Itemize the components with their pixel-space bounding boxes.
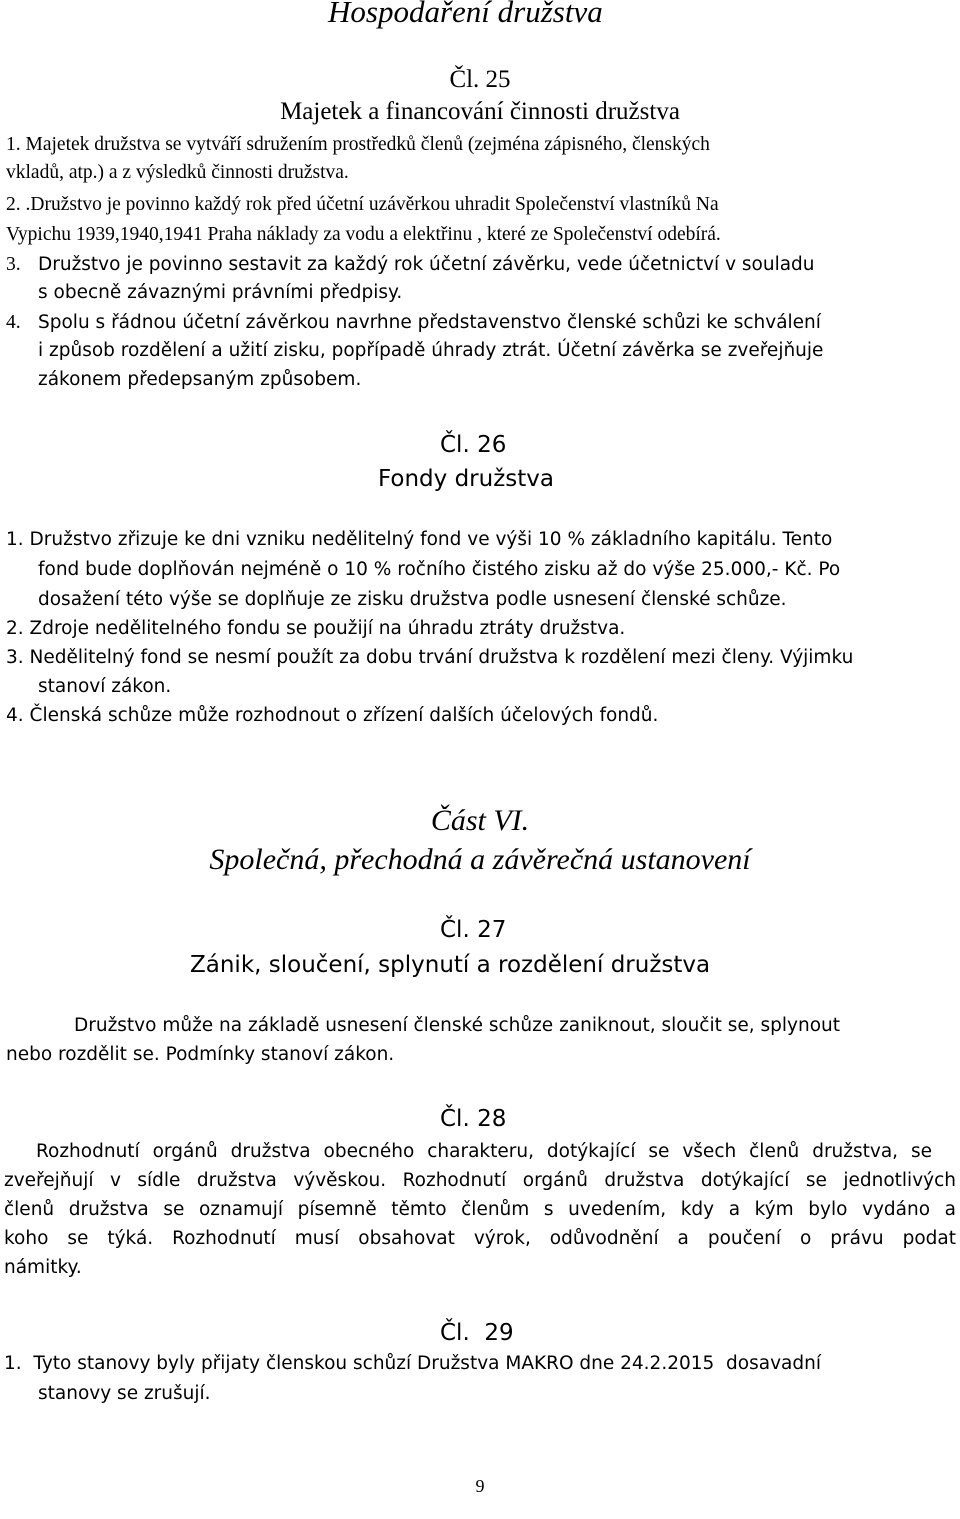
article-26-line: 4. Členská schůze může rozhodnout o zřízení dalších účelových fondů. — [6, 705, 659, 726]
article-25-line: Vypichu 1939,1940,1941 Praha náklady za vodu a elektřinu , které ze Společenství odebírá. — [6, 224, 721, 245]
page-number: 9 — [475, 1476, 485, 1496]
article-25-item-number: 3. — [6, 254, 21, 275]
article-25-line: Družstvo je povinno sestavit za každý rok účetní závěrku, vede účetnictví v souladu — [38, 254, 815, 275]
article-26-line: fond bude doplňován nejméně o 10 % ročního čistého zisku až do výše 25.000,- Kč. Po — [38, 559, 841, 580]
article-25-number: Čl. 25 — [449, 66, 511, 93]
part-title: Část VI. — [430, 804, 530, 837]
article-29-line: 1. Tyto stanovy byly přijaty členskou schůzí Družstva MAKRO dne 24.2.2015 dosavadní — [4, 1353, 821, 1374]
section-title: Hospodaření družstva — [328, 0, 603, 29]
part-subtitle: Společná, přechodná a závěrečná ustanovení — [209, 843, 751, 876]
article-27-number: Čl. 27 — [440, 917, 507, 943]
article-26-line: 3. Nedělitelný fond se nesmí použít za dobu trvání družstva k rozdělení mezi členy. Výjimku — [6, 647, 854, 668]
article-26-heading: Fondy družstva — [378, 466, 554, 492]
article-25-line: 1. Majetek družstva se vytváří sdružením prostředků členů (zejména zápisného, členských — [6, 134, 710, 155]
article-26-line: 2. Zdroje nedělitelného fondu se použijí na úhradu ztráty družstva. — [6, 618, 626, 639]
article-28-line: zveřejňují v sídle družstva vývěskou. Rozhodnutí orgánů družstva dotýkající se jednotlivých — [4, 1170, 956, 1191]
article-28-line: námitky. — [4, 1257, 82, 1278]
article-29-number: Čl. 29 — [440, 1320, 514, 1346]
article-27-line: nebo rozdělit se. Podmínky stanoví zákon. — [6, 1044, 395, 1065]
article-26-line: stanoví zákon. — [38, 676, 172, 697]
article-25-line: zákonem předepsaným způsobem. — [38, 369, 362, 390]
article-27-line: Družstvo může na základě usnesení členské schůze zaniknout, sloučit se, splynout — [74, 1015, 841, 1036]
article-28-line: koho se týká. Rozhodnutí musí obsahovat výrok, odůvodnění a poučení o právu podat — [4, 1228, 956, 1249]
article-27-heading: Zánik, sloučení, splynutí a rozdělení družstva — [190, 952, 711, 978]
article-25-item-number: 4. — [6, 312, 21, 333]
article-26-line: dosažení této výše se doplňuje ze zisku družstva podle usnesení členské schůze. — [38, 589, 787, 610]
article-25-line: vkladů, atp.) a z výsledků činnosti družstva. — [6, 162, 349, 183]
article-28-line: Rozhodnutí orgánů družstva obecného charakteru, dotýkající se všech členů družstva, se — [36, 1141, 932, 1162]
article-25-heading: Majetek a financování činnosti družstva — [280, 98, 680, 125]
article-25-line: 2. .Družstvo je povinno každý rok před účetní uzávěrkou uhradit Společenství vlastníků Na — [6, 194, 719, 215]
article-25-line: i způsob rozdělení a užití zisku, popřípadě úhrady ztrát. Účetní závěrka se zveřejňuje — [38, 340, 824, 361]
article-26-number: Čl. 26 — [440, 432, 507, 458]
article-26-line: 1. Družstvo zřizuje ke dni vzniku nedělitelný fond ve výši 10 % základního kapitálu. Tento — [6, 529, 833, 550]
article-25-line: s obecně závaznými právními předpisy. — [38, 282, 403, 303]
article-28-number: Čl. 28 — [440, 1106, 507, 1132]
article-29-line: stanovy se zrušují. — [38, 1383, 211, 1404]
article-25-line: Spolu s řádnou účetní závěrkou navrhne představenstvo členské schůzi ke schválení — [38, 312, 821, 333]
article-28-line: členů družstva se oznamují písemně těmto členům s uvedením, kdy a kým bylo vydáno a — [4, 1199, 956, 1220]
